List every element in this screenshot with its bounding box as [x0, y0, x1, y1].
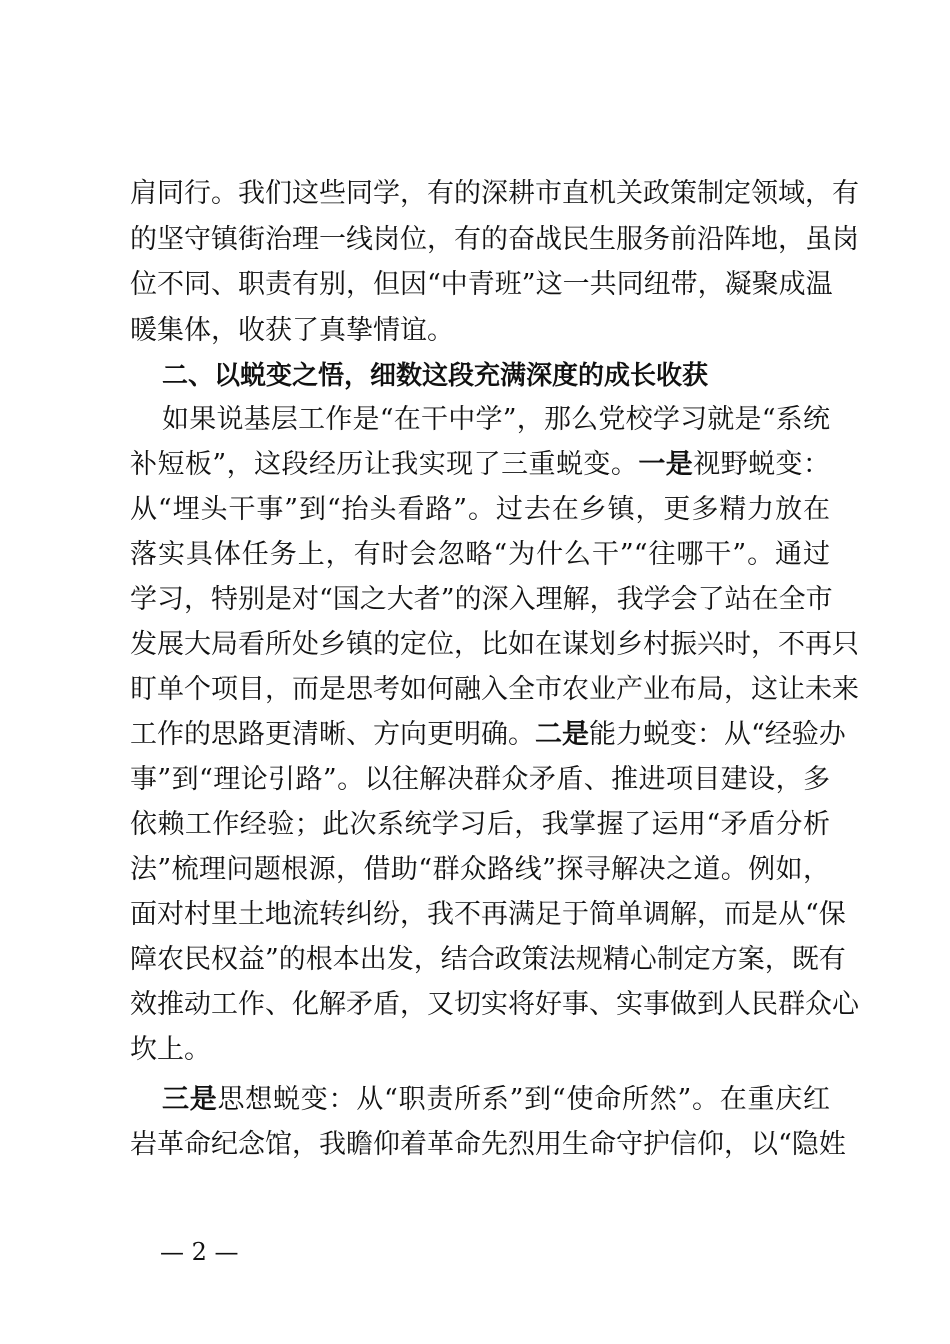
paragraph-line: 落实具体任务上，有时会忽略“为什么干”“往哪干”。通过	[130, 539, 830, 570]
paragraph-line	[130, 445, 830, 485]
paragraph-line	[130, 715, 846, 755]
paragraph-line: 事”到“理论引路”。以往解决群众矛盾、推进项目建设，多	[130, 764, 830, 795]
paragraph-line	[162, 1080, 830, 1120]
paragraph-line: 坎上。	[130, 1034, 211, 1065]
paragraph-line: 暖集体，收获了真挚情谊。	[130, 315, 454, 346]
paragraph-line: 法”梳理问题根源，借助“群众路线”探寻解决之道。例如，	[130, 854, 830, 885]
line-text: 工作的思路更清晰、方向更明确。	[130, 719, 535, 750]
emphasis-text: 二是	[535, 719, 589, 750]
paragraph-line: 障农民权益”的根本出发，结合政策法规精心制定方案，既有	[130, 944, 846, 975]
paragraph-line: 从“埋头干事”到“抬头看路”。过去在乡镇，更多精力放在	[130, 494, 830, 525]
emphasis-text: 三是	[162, 1084, 218, 1115]
section-heading: 二、以蜕变之悟，细数这段充满深度的成长收获	[162, 361, 709, 391]
line-text: 补短板”，这段经历让我实现了三重蜕变。	[130, 449, 639, 480]
paragraph-line: 肩同行。我们这些同学，有的深耕市直机关政策制定领域，有	[130, 178, 859, 209]
emphasis-text: 一是	[638, 449, 694, 480]
line-text: 思想蜕变：从“职责所系”到“使命所然”。在重庆红	[217, 1084, 831, 1115]
paragraph-line: 盯单个项目，而是思考如何融入全市农业产业布局，这让未来	[130, 674, 859, 705]
page-number: — 2 —	[160, 1238, 239, 1266]
line-text: 能力蜕变：从“经验办	[589, 719, 846, 750]
paragraph-line: 如果说基层工作是“在干中学”，那么党校学习就是“系统	[162, 404, 830, 435]
paragraph-line: 学习，特别是对“国之大者”的深入理解，我学会了站在全市	[130, 584, 833, 615]
paragraph-line: 位不同、职责有别，但因“中青班”这一共同纽带，凝聚成温	[130, 269, 833, 300]
paragraph-line: 岩革命纪念馆，我瞻仰着革命先烈用生命守护信仰，以“隐姓	[130, 1129, 846, 1160]
paragraph-line: 发展大局看所处乡镇的定位，比如在谋划乡村振兴时，不再只	[130, 629, 859, 660]
paragraph-line: 的坚守镇街治理一线岗位，有的奋战民生服务前沿阵地，虽岗	[130, 224, 859, 255]
paragraph-line: 面对村里土地流转纠纷，我不再满足于简单调解，而是从“保	[130, 899, 846, 930]
line-text: 视野蜕变：	[693, 449, 831, 480]
paragraph-line: 效推动工作、化解矛盾，又切实将好事、实事做到人民群众心	[130, 989, 859, 1020]
paragraph-line: 依赖工作经验；此次系统学习后，我掌握了运用“矛盾分析	[130, 809, 830, 840]
